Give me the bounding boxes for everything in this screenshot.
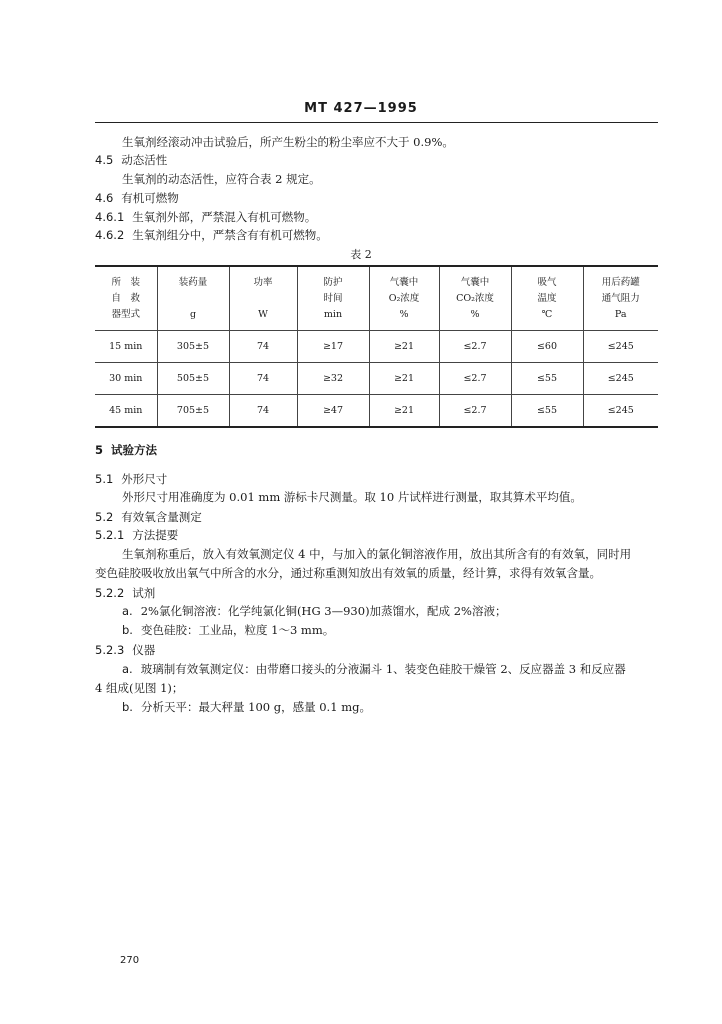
- section-number: 5.1: [95, 472, 114, 486]
- list-marker: a.: [122, 662, 133, 676]
- table-cell: ≥21: [369, 395, 439, 428]
- section-heading: [95, 442, 157, 458]
- section-heading: [95, 509, 202, 525]
- list-marker: b.: [122, 623, 133, 637]
- list-item: [122, 622, 334, 638]
- clause-text: 生氧剂组分中，严禁含有有机可燃物。: [132, 228, 328, 242]
- spec-table: [95, 265, 658, 428]
- section-heading: [95, 190, 179, 206]
- paragraph: 变色硅胶吸收放出氧气中所含的水分，通过称重测知放出有效氧的质量，经计算，求得有效氧含量。: [95, 566, 601, 580]
- table-cell: ≥17: [297, 331, 369, 363]
- section-number: 5.2.2: [95, 586, 125, 600]
- list-item: [122, 603, 506, 619]
- table-cell: ≤245: [583, 331, 658, 363]
- column-header: 防护 时间 min: [297, 266, 369, 331]
- column-header: 气囊中 CO₂浓度 %: [439, 266, 511, 331]
- table-cell: ≤2.7: [439, 331, 511, 363]
- table-cell: 45 min: [109, 405, 143, 416]
- clause-number: 4.6.1: [95, 210, 125, 224]
- section-title: 动态活性: [121, 153, 168, 167]
- section-number: 4.5: [95, 153, 114, 167]
- section-title: 方法提要: [132, 528, 179, 542]
- list-item: [122, 699, 371, 715]
- section-number: 5: [95, 443, 104, 457]
- column-header: 吸气 温度 ℃: [511, 266, 583, 331]
- header-rule: [95, 122, 658, 123]
- table-cell: 74: [229, 331, 297, 363]
- table-cell: ≥21: [369, 363, 439, 395]
- table-caption: 表 2: [350, 248, 372, 261]
- table-cell: ≥47: [297, 395, 369, 428]
- list-marker: b.: [122, 700, 133, 714]
- table-cell: ≤2.7: [439, 363, 511, 395]
- table-cell: 505±5: [157, 363, 229, 395]
- list-text: 分析天平：最大秤量 100 g，感量 0.1 mg。: [140, 700, 371, 714]
- table-cell: ≥21: [369, 331, 439, 363]
- table-cell: 305±5: [157, 331, 229, 363]
- list-text: 变色硅胶：工业品，粒度 1～3 mm。: [140, 623, 335, 637]
- section-heading: [95, 527, 178, 543]
- table-cell: 74: [229, 363, 297, 395]
- paragraph: 4 组成(见图 1)；: [95, 681, 184, 695]
- page-header: MT 427—1995: [304, 101, 418, 116]
- paragraph: 外形尺寸用准确度为 0.01 mm 游标卡尺测量。取 10 片试样进行测量，取其算术平均值。: [122, 490, 582, 504]
- section-heading: [95, 585, 155, 601]
- section-title: 外形尺寸: [121, 472, 168, 486]
- column-header: 装药量 g: [157, 266, 229, 331]
- paragraph: 生氧剂称重后，放入有效氧测定仪 4 中，与加入的氯化铜溶液作用，放出其所含有的有效氧，同时用: [122, 547, 632, 561]
- list-text: 2%氯化铜溶液：化学纯氯化铜(HG 3—930)加蒸馏水，配成 2%溶液；: [140, 604, 507, 618]
- section-heading: [95, 471, 167, 487]
- section-title: 试剂: [132, 586, 156, 600]
- list-item: [122, 661, 626, 677]
- table-cell: 74: [229, 395, 297, 428]
- table-cell: ≤2.7: [439, 395, 511, 428]
- table-cell: ≤60: [511, 331, 583, 363]
- table-cell: ≤245: [583, 363, 658, 395]
- paragraph: 生氧剂经滚动冲击试验后，所产生粉尘的粉尘率应不大于 0.9%。: [122, 135, 454, 149]
- table-cell: ≤55: [511, 363, 583, 395]
- table-cell: 705±5: [157, 395, 229, 428]
- clause-number: 4.6.2: [95, 228, 125, 242]
- clause-text: 生氧剂外部，严禁混入有机可燃物。: [132, 210, 317, 224]
- table-cell: ≤245: [583, 395, 658, 428]
- column-header: 所 装 自 救 器型式: [95, 266, 157, 331]
- column-header: 气囊中 O₂浓度 %: [369, 266, 439, 331]
- clause: [95, 209, 316, 225]
- section-number: 5.2.1: [95, 528, 125, 542]
- section-title: 仪器: [132, 643, 156, 657]
- table-row: [95, 363, 658, 395]
- paragraph: 生氧剂的动态活性，应符合表 2 规定。: [122, 172, 321, 186]
- table-header-row: [95, 266, 658, 331]
- section-heading: [95, 642, 155, 658]
- list-marker: a.: [122, 604, 133, 618]
- table-row: [95, 331, 658, 363]
- column-header: 功率 W: [229, 266, 297, 331]
- list-text: 玻璃制有效氧测定仪：由带磨口接头的分液漏斗 1、装变色硅胶干燥管 2、反应器盖 3 和反应器: [140, 662, 626, 676]
- table-cell: ≥32: [297, 363, 369, 395]
- section-title: 试验方法: [111, 443, 158, 457]
- section-title: 有效氧含量测定: [121, 510, 202, 524]
- table-cell: ≤55: [511, 395, 583, 428]
- table-row: [95, 395, 658, 428]
- clause: [95, 227, 328, 243]
- section-number: 4.6: [95, 191, 114, 205]
- table-cell: 30 min: [95, 363, 157, 395]
- section-title: 有机可燃物: [121, 191, 179, 205]
- section-heading: [95, 152, 167, 168]
- section-number: 5.2.3: [95, 643, 125, 657]
- page-number: 270: [120, 955, 140, 966]
- column-header: 用后药罐 通气阻力 Pa: [583, 266, 658, 331]
- section-number: 5.2: [95, 510, 114, 524]
- table-cell: 15 min: [95, 331, 157, 363]
